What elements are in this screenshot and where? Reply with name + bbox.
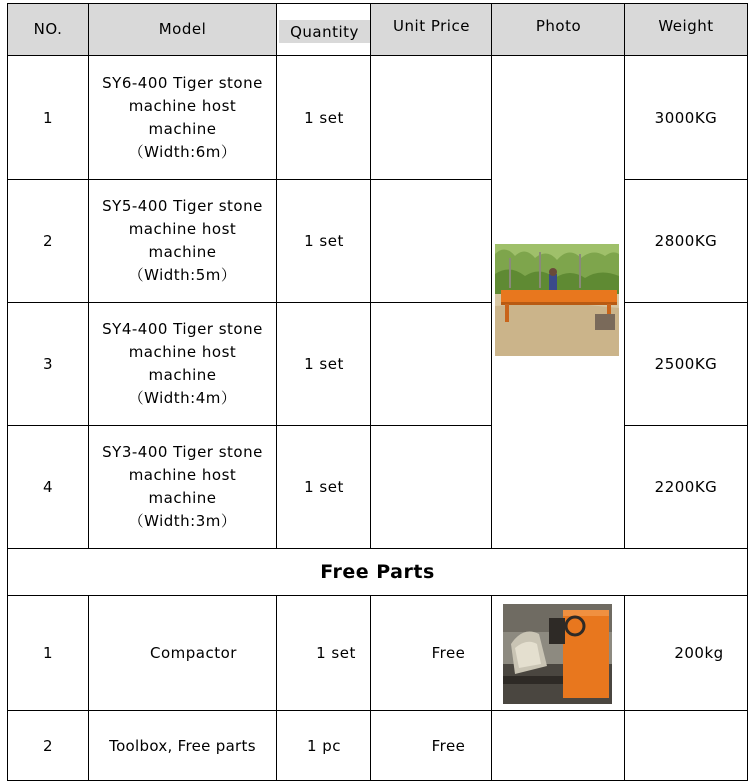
machine-quantity: [277, 303, 371, 425]
grid-line: [7, 3, 748, 4]
free-part-weight-value: 200kg: [674, 644, 724, 662]
free-part-model: [88, 711, 277, 780]
free-parts-title: [8, 549, 747, 595]
machine-model-line: SY6-400 Tiger stone: [102, 73, 263, 92]
machine-no-value: 4: [42, 478, 54, 496]
header-weight: [625, 3, 747, 55]
grid-line: [624, 302, 748, 303]
machine-model-line: machine: [148, 489, 217, 507]
header-photo-label: Photo: [535, 17, 582, 35]
machine-weight-value: 2500KG: [654, 355, 718, 373]
free-part-unit-price-value: Free: [431, 736, 466, 755]
machine-weight: [625, 426, 747, 548]
machine-quantity-value: 1 set: [304, 355, 344, 373]
free-part-quantity: [277, 596, 371, 710]
free-part-no: [8, 711, 88, 780]
grid-line: [624, 595, 625, 780]
free-part-model-value: Compactor: [150, 644, 237, 662]
header-model-label: Model: [158, 20, 207, 38]
grid-line: [7, 302, 492, 303]
machine-model-line: SY4-400 Tiger stone: [102, 320, 263, 338]
machine-model-line: （Width:4m）: [128, 389, 237, 407]
grid-line: [624, 425, 748, 426]
machine-weight: [625, 56, 747, 179]
machine-unit-price: [371, 303, 492, 425]
grid-line: [624, 179, 748, 180]
machine-no-value: 3: [42, 355, 54, 373]
grid-line: [88, 595, 89, 780]
grid-line: [747, 3, 748, 780]
grid-line: [7, 425, 492, 426]
free-part-unit-price: [371, 596, 492, 710]
grid-line: [491, 595, 492, 780]
header-weight-label: Weight: [658, 17, 714, 35]
machine-no-value: 1: [42, 108, 54, 127]
machine-model-line: machine host: [128, 343, 237, 361]
free-part-quantity-value: 1 set: [316, 644, 356, 662]
machine-no: [8, 56, 88, 179]
machine-model-line: （Width:6m）: [128, 142, 237, 161]
header-quantity: [277, 3, 371, 55]
machine-no: [8, 303, 88, 425]
machine-weight-value: 2200KG: [654, 478, 718, 496]
header-quantity-label: Quantity: [290, 22, 359, 41]
grid-line: [7, 55, 748, 56]
machine-quantity-value: 1 set: [304, 232, 344, 250]
machine-model: [88, 303, 277, 425]
compactor-photo: [503, 604, 612, 704]
grid-line: [7, 595, 748, 596]
grid-line: [624, 3, 625, 549]
machine-weight: [625, 303, 747, 425]
grid-line: [370, 3, 371, 549]
grid-line: [7, 3, 8, 780]
grid-line: [7, 710, 748, 711]
machine-model: [88, 180, 277, 302]
machine-weight-value: 2800KG: [654, 232, 718, 250]
grid-line: [88, 3, 89, 549]
machine-model-line: SY3-400 Tiger stone: [102, 443, 263, 461]
machine-unit-price: [371, 180, 492, 302]
header-unit-price-label: Unit Price: [393, 17, 470, 35]
machine-quantity: [277, 180, 371, 302]
machine-quantity: [277, 56, 371, 179]
machine-model-line: machine: [148, 243, 217, 261]
machine-model-line: （Width:5m）: [128, 266, 237, 284]
machine-model-line: machine: [148, 119, 217, 138]
machine-model-line: machine host: [128, 466, 237, 484]
grid-line: [7, 780, 748, 781]
grid-line: [276, 3, 277, 549]
machine-model: [88, 426, 277, 548]
machine-model-line: SY5-400 Tiger stone: [102, 197, 263, 215]
machine-quantity-value: 1 set: [304, 108, 344, 127]
header-model: [88, 3, 277, 55]
header-quantity-highlight: [279, 20, 370, 43]
free-part-weight: [625, 596, 747, 710]
free-part-no-value: 1: [42, 644, 54, 662]
header-unit-price: [371, 3, 492, 55]
machine-unit-price: [371, 426, 492, 548]
machine-weight-value: 3000KG: [654, 108, 718, 127]
free-part-model-value: Toolbox, Free parts: [109, 736, 256, 755]
grid-line: [491, 3, 492, 549]
grid-line: [7, 179, 492, 180]
machine-no-value: 2: [42, 232, 54, 250]
tiger-stone-machine-image: [495, 244, 619, 356]
compactor-image: [503, 604, 612, 704]
machine-no: [8, 180, 88, 302]
free-part-weight: [625, 711, 747, 780]
machine-quantity: [277, 426, 371, 548]
free-part-quantity-value: 1 pc: [306, 736, 342, 755]
machine-no: [8, 426, 88, 548]
free-part-model: [88, 596, 277, 710]
grid-line: [7, 548, 748, 549]
machine-photo: [495, 244, 619, 356]
header-no-label: NO.: [33, 20, 63, 38]
machine-weight: [625, 180, 747, 302]
machine-unit-price: [371, 56, 492, 179]
machine-quantity-value: 1 set: [304, 478, 344, 496]
header-photo: [492, 3, 625, 55]
machine-model-line: （Width:3m）: [128, 512, 237, 530]
free-part-unit-price-value: Free: [431, 644, 466, 662]
free-part-unit-price: [371, 711, 492, 780]
free-part-no: [8, 596, 88, 710]
free-parts-title-label: Free Parts: [320, 561, 435, 583]
machine-model-line: machine host: [128, 96, 237, 115]
machine-model: [88, 56, 277, 179]
free-part-quantity: [277, 711, 371, 780]
machine-model-line: machine host: [128, 220, 237, 238]
header-no: [8, 3, 88, 55]
grid-line: [276, 595, 277, 780]
free-part-no-value: 2: [42, 736, 54, 755]
grid-line: [370, 595, 371, 780]
machine-model-line: machine: [148, 366, 217, 384]
